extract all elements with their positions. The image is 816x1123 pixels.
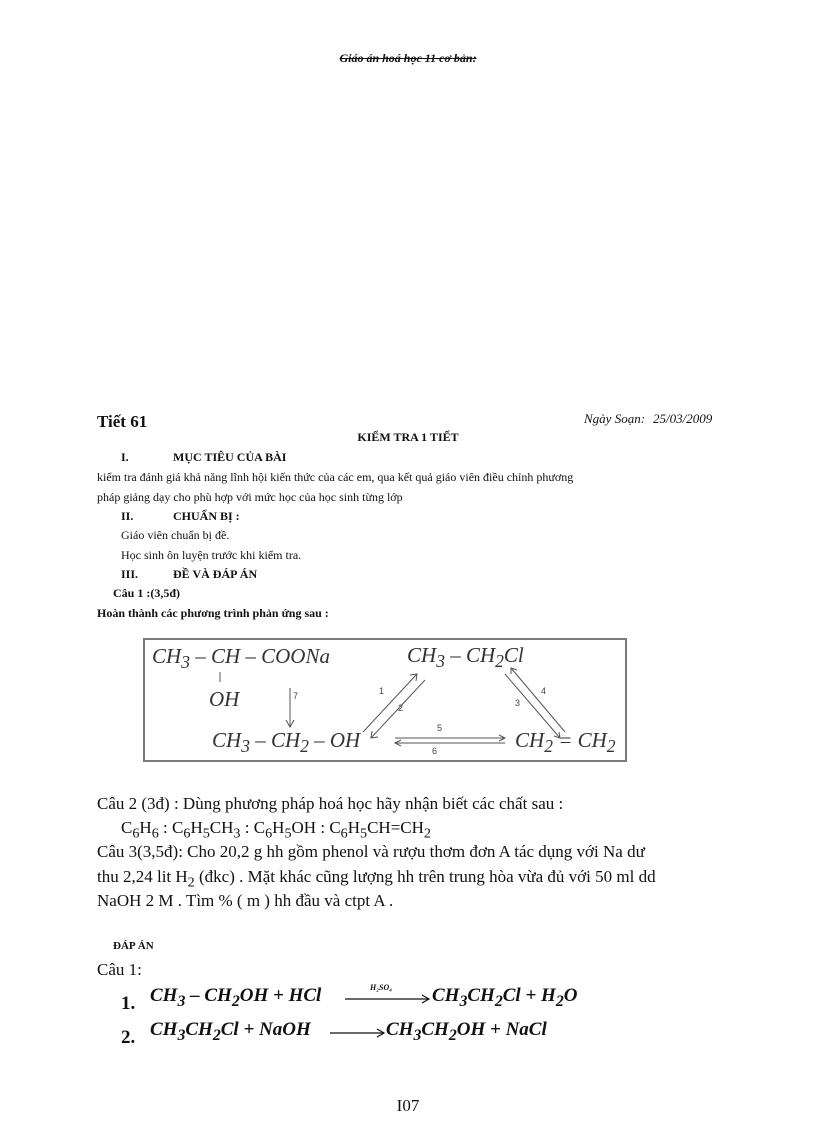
lesson-title: KIỂM TRA 1 TIẾT: [357, 430, 459, 444]
question-2-title: Câu 2 (3đ) : Dùng phương pháp hoá học hãy nhận biết các chất sau :: [97, 794, 564, 813]
reaction-scheme: [143, 638, 627, 762]
arrow-label-6: 6: [432, 746, 438, 756]
compound-ethanol: $CH_3 - CH_2$ – OH: [212, 728, 361, 757]
question-3-line: NaOH 2 M . Tìm % ( m ) hh đầu và ctpt A .: [97, 891, 394, 910]
question-3-line: thu 2,24 lit $H_2$ (đkc) . Mặt khác cũng lượng hh trên trung hòa vừa đủ với 50 ml dd: [97, 867, 656, 891]
question-1-title: Câu 1 :(3,5đ): [113, 586, 181, 600]
question-3-line: Câu 3(3,5đ): Cho 20,2 g hh gồm phenol và rượu thơm đơn A tác dụng với Na dư: [97, 842, 645, 861]
objective-line: kiểm tra đánh giá khả năng lĩnh hội kiến thức của các em, qua kết quả giáo viên điều chỉnh phương: [97, 470, 574, 484]
equation-2-products: $CH_3CH_2OH$ + NaCl: [386, 1019, 547, 1044]
prep-teacher: Giáo viên chuẩn bị đề.: [121, 528, 230, 542]
question-2-compounds: $C_6H_6$ : $C_6H_5CH_3$ : $C_6H_5OH$ : $C_6H_5CH=CH_2$: [121, 818, 431, 842]
equation-1-body: $CH_3 - CH_2OH$ + HCl: [150, 985, 322, 1010]
arrow-label-1: 1: [379, 686, 385, 696]
compound-sodium-lactate: $CH_3$ – CH – COONa: [152, 644, 330, 673]
question-1-instruction: Hoàn thành các phương trình phản ứng sau :: [97, 606, 329, 620]
equation-2-number: 2.: [121, 1027, 136, 1048]
section-heading-objective: I. MỤC TIÊU CỦA BÀI: [121, 450, 287, 464]
lesson-period: Tiết 61: [97, 412, 148, 431]
equation-1-number: 1.: [121, 993, 136, 1014]
compound-ethyl-chloride: $CH_3 - CH_2Cl$: [407, 643, 524, 672]
lesson-date-line: [584, 411, 712, 427]
section-heading-prep: II. CHUẨN BỊ :: [121, 509, 240, 523]
hydroxyl-group: OH: [209, 687, 240, 711]
date-value: 25/03/2009: [653, 411, 713, 426]
equation-1-catalyst: H₂SO₄: [370, 983, 393, 992]
equation-1-products: $CH_3CH_2Cl + H_2O$: [432, 985, 578, 1010]
equation-1-arrow: [345, 990, 431, 1004]
page-header: Giáo án hoá học 11 cơ bản:: [339, 51, 477, 65]
page-number: I07: [396, 1096, 420, 1115]
answer-q1-label: Câu 1:: [97, 960, 142, 979]
equation-2-arrow: [330, 1024, 386, 1038]
section-heading-test: III. ĐỀ VÀ ĐÁP ÁN: [121, 567, 258, 581]
equation-2-reactants: $CH_3CH_2Cl$ + NaOH: [150, 1019, 311, 1044]
date-label: Ngày Soạn:: [584, 411, 646, 426]
objective-line: pháp giảng dạy cho phù hợp với mức học của học sinh từng lớp: [97, 490, 403, 504]
arrow-1: [363, 674, 417, 732]
prep-student: Học sinh ôn luyện trước khi kiểm tra.: [121, 548, 302, 562]
arrow-label-4: 4: [541, 686, 547, 696]
arrow-label-3: 3: [515, 698, 521, 708]
arrow-label-5: 5: [437, 723, 443, 733]
arrow-label-2: 2: [398, 703, 404, 713]
compound-ethylene: $CH_2 = CH_2$: [515, 728, 616, 757]
arrow-label-7: 7: [293, 691, 299, 701]
answer-heading: ĐÁP ÁN: [113, 940, 154, 952]
